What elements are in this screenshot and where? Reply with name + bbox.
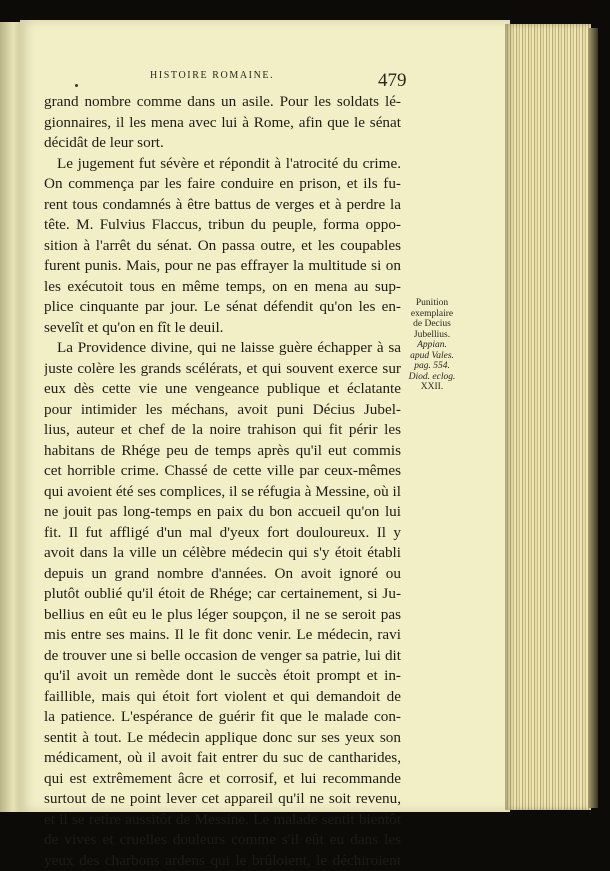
text-line: La Providence divine, qui ne laisse guère échapper à sa <box>44 338 401 359</box>
text-line: bellius en eût eu le plus léger soupçon, il ne se seroit pas <box>44 605 401 626</box>
body-text <box>44 92 401 871</box>
margin-note-ref-4: XXII. <box>402 382 462 393</box>
text-line: faillible, mais qui étoit fort violent et qui demandoit de <box>44 687 401 708</box>
text-line: On commença par les faire conduire en prison, et ils fu- <box>44 174 401 195</box>
text-line: décidât de leur sort. <box>44 133 401 154</box>
text-line: juste colère les grands scélérats, et qui souvent exerce sur <box>44 359 401 380</box>
page-stack-edge <box>505 24 591 810</box>
text-line: qui est extrêmement âcre et corrosif, et lui recommande <box>44 769 401 790</box>
text-line: furent punis. Mais, pour ne pas effrayer la multitude si on <box>44 256 401 277</box>
margin-note <box>402 298 462 393</box>
text-line: grand nombre comme dans un asile. Pour les soldats lé- <box>44 92 401 113</box>
text-line: yeux des charbons ardens qui le brûloient, le déchiroient <box>44 851 401 871</box>
text-line: cet horrible crime. Chassé de cette ville par ceux-mêmes <box>44 461 401 482</box>
text-line: les exécutoit tous en même temps, on en mena au sup- <box>44 277 401 298</box>
text-line: ne jouit pas long-temps en paix du bon accueil qu'on lui <box>44 502 401 523</box>
text-line: sentit à tout. Le médecin applique donc sur ses yeux son <box>44 728 401 749</box>
text-line: gionnaires, il les mena avec lui à Rome, afin que le sénat <box>44 113 401 134</box>
margin-note-ref-3: Diod. eclog. <box>402 372 462 383</box>
text-line: plice cinquante par jour. Le sénat défendit qu'on les en- <box>44 297 401 318</box>
text-line: surtout de ne point lever cet appareil qu'il ne soit revenu, <box>44 789 401 810</box>
page-number: 479 <box>378 70 407 92</box>
text-line: médicament, où il avoit fait entrer du suc de cantharides, <box>44 748 401 769</box>
margin-note-title-1: exemplaire <box>402 309 462 320</box>
ink-speck <box>75 84 78 87</box>
text-line: tête. M. Fulvius Flaccus, tribun du peuple, forma oppo- <box>44 215 401 236</box>
margin-note-title-3: Jubellius. <box>402 330 462 341</box>
text-line: de trouver une si belle occasion de venger sa patrie, lui dit <box>44 646 401 667</box>
text-line: habitans de Rhége peu de temps après qu'il eut commis <box>44 441 401 462</box>
text-line: et il se retire aussitôt de Messine. Le malade sentit bientôt <box>44 810 401 831</box>
text-line: mis entre ses mains. Il le fit donc venir. Le médecin, ravi <box>44 625 401 646</box>
margin-note-ref-2: pag. 554. <box>402 361 462 372</box>
text-line: eux dès cette vie une vengeance publique et éclatante <box>44 379 401 400</box>
book-cover-edge <box>588 28 598 808</box>
text-line: fit. Il fut affligé d'un mal d'yeux fort douloureux. Il y <box>44 523 401 544</box>
text-line: de vives et cruelles douleurs comme s'il eût eu dans les <box>44 830 401 851</box>
running-title: HISTOIRE ROMAINE. <box>150 70 274 81</box>
text-line: sevelît et qu'on en fît le deuil. <box>44 318 401 339</box>
text-line: pour intimider les méchans, avoit puni Décius Jubel- <box>44 400 401 421</box>
left-page-edge <box>0 22 22 812</box>
text-line: lius, auteur et chef de la noire trahison qui fit périr les <box>44 420 401 441</box>
text-line: avoit dans la ville un célèbre médecin qui s'y étoit établi <box>44 543 401 564</box>
margin-note-ref-0: Appian. <box>402 340 462 351</box>
text-line: la patience. L'espérance de guérir fit que le malade con- <box>44 707 401 728</box>
text-line: depuis un grand nombre d'années. On avoit ignoré ou <box>44 564 401 585</box>
margin-note-title-0: Punition <box>402 298 462 309</box>
text-line: plutôt oublié qu'il étoit de Rhége; car certainement, si Ju- <box>44 584 401 605</box>
margin-note-title-2: de Decius <box>402 319 462 330</box>
text-line: Le jugement fut sévère et répondit à l'atrocité du crime. <box>44 154 401 175</box>
margin-note-ref-1: apud Vales. <box>402 351 462 362</box>
text-line: qui avoient été ses complices, il se réfugia à Messine, où il <box>44 482 401 503</box>
text-line: qu'il avoit un remède dont le succès étoit prompt et in- <box>44 666 401 687</box>
text-line: sition à l'arrêt du sénat. On passa outre, et les coupables <box>44 236 401 257</box>
text-line: rent tous condamnés à être battus de verges et à perdre la <box>44 195 401 216</box>
